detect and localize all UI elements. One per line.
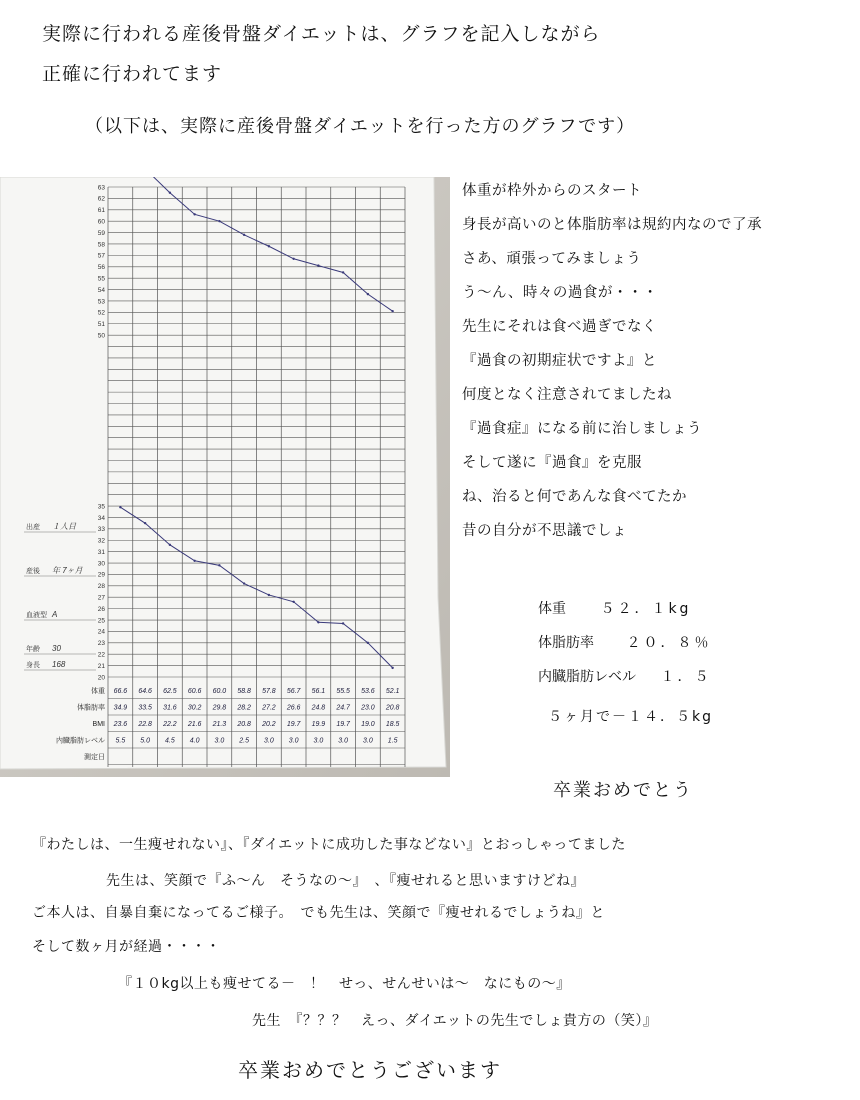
table-cell: 26.6 (286, 704, 301, 712)
series-point (218, 220, 220, 222)
series-point (169, 191, 171, 193)
y-tick-label: 27 (97, 594, 105, 602)
y-tick-label: 21 (97, 662, 105, 670)
y-tick-label: 63 (97, 184, 105, 192)
table-cell: 4.5 (165, 737, 175, 745)
series-point (342, 622, 344, 624)
profile-value: １人目 (52, 522, 76, 531)
y-tick-label: 60 (97, 218, 105, 226)
side-line: 昔の自分が不思議でしょ (462, 523, 627, 539)
profile-label: 出産 (26, 524, 40, 531)
series-point (119, 506, 121, 508)
final-stats (538, 598, 713, 740)
profile-label: 血液型 (26, 612, 47, 619)
y-tick-label: 20 (97, 674, 105, 682)
table-cell: 31.6 (163, 704, 177, 712)
table-cell: 3.0 (214, 737, 225, 745)
table-cell: 55.5 (336, 688, 350, 695)
profile-value: A (52, 610, 58, 619)
series-point (342, 271, 344, 273)
table-cell: 1.5 (387, 737, 398, 745)
y-tick-label: 24 (97, 628, 105, 636)
weight-stat (538, 598, 713, 632)
table-cell: 20.2 (262, 721, 276, 728)
series-point (193, 560, 195, 562)
y-tick-label: 59 (97, 229, 105, 237)
series-point (317, 264, 319, 266)
table-cell: 20.8 (385, 704, 400, 712)
table-cell: 66.6 (113, 688, 128, 695)
table-cell: 30.2 (187, 704, 202, 712)
table-cell: 21.3 (212, 721, 227, 728)
y-tick-label: 22 (97, 651, 105, 659)
side-line: 何度となく注意されてましたね (462, 387, 672, 403)
story-line-5: 『１０kg以上も痩せてる－ ！ せっ、せんせいは～ なにもの～』 (118, 976, 571, 992)
y-tick-label: 35 (97, 503, 105, 511)
series-point (268, 245, 270, 247)
graph-caption: （以下は、実際に産後骨盤ダイエットを行った方のグラフです） (85, 116, 636, 137)
profile-label: 年齢 (26, 646, 40, 653)
chart-sheet-photo (0, 177, 450, 777)
y-tick-label: 26 (97, 605, 105, 613)
table-cell: 19.7 (336, 721, 350, 728)
weight-value: ５２．１kg (600, 601, 692, 617)
table-row-label: 内臓脂肪レベル (56, 737, 105, 745)
table-cell: 52.1 (385, 688, 400, 695)
table-cell: 3.0 (363, 737, 373, 745)
y-tick-label: 30 (97, 560, 105, 568)
y-tick-label: 25 (97, 617, 105, 625)
table-cell: 57.8 (262, 688, 276, 695)
side-line: 先生にそれは食べ過ぎでなく (462, 319, 657, 335)
y-tick-label: 33 (97, 526, 105, 534)
y-tick-label: 32 (97, 537, 105, 545)
y-tick-label: 54 (97, 286, 105, 294)
table-cell: 29.8 (212, 704, 227, 712)
series-point (317, 621, 319, 623)
bodyfat-value: ２０．８％ (626, 635, 712, 651)
table-cell: 33.5 (138, 704, 152, 712)
story-line-4: そして数ヶ月が経過・・・・ (32, 939, 221, 955)
table-cell: 2.5 (239, 737, 249, 745)
series-point (218, 564, 220, 566)
y-tick-label: 53 (97, 298, 105, 306)
y-tick-label: 57 (97, 252, 105, 260)
table-cell: 24.8 (311, 704, 326, 712)
table-cell: 60.6 (187, 688, 202, 695)
table-cell: 23.0 (361, 704, 375, 712)
congrats-final: 卒業おめでとうございます (238, 1058, 502, 1082)
table-cell: 21.6 (187, 721, 202, 728)
table-cell: 19.9 (311, 721, 326, 728)
table-cell: 22.2 (163, 721, 177, 728)
visceral-value: １．５ (660, 669, 712, 685)
result-stat: ５ヶ月で－１４．５kg (548, 709, 713, 725)
table-cell: 3.0 (288, 737, 299, 745)
y-tick-label: 51 (97, 321, 105, 329)
side-line: 身長が高いのと体脂肪率は規約内なので了承 (462, 217, 762, 233)
bodyfat-stat (538, 632, 713, 666)
visceral-label: 内臓脂肪レベル (538, 669, 636, 685)
series-point (144, 522, 146, 524)
table-cell: 5.5 (115, 737, 126, 745)
y-tick-label: 28 (97, 583, 105, 591)
weight-label: 体重 (538, 601, 566, 617)
table-cell: 34.9 (113, 704, 128, 712)
side-line: 『過食症』になる前に治しましょう (462, 421, 702, 437)
table-cell: 64.6 (138, 688, 152, 695)
table-cell: 23.6 (113, 721, 128, 728)
table-cell: 58.8 (237, 688, 251, 695)
story-line-2: 先生は、笑顔で『ふ～ん そうなの～』 、『痩せれると思いますけどね』 (106, 873, 585, 889)
table-cell: 5.0 (140, 737, 150, 745)
story-line-3: ご本人は、自暴自棄になってるご様子。 でも先生は、笑顔で『痩せれるでしょうね』と (32, 905, 605, 921)
table-cell: 18.5 (385, 721, 400, 728)
table-cell: 27.2 (262, 704, 276, 712)
side-line: 『過食の初期症状ですよ』と (462, 353, 657, 369)
series-point (391, 310, 393, 312)
y-tick-label: 34 (97, 514, 105, 522)
table-row-label: 体重 (91, 688, 105, 695)
chart-sheet-svg (0, 177, 450, 777)
table-cell: 19.7 (286, 721, 301, 728)
profile-value: 168 (52, 660, 66, 669)
series-point (391, 667, 393, 669)
side-line: さあ、頑張ってみましょう (462, 251, 642, 267)
table-cell: 62.5 (163, 688, 177, 695)
side-line: ね、治ると何であんな食べてたか (462, 489, 687, 505)
story-line-1: 『わたしは、一生痩せれない』、『ダイエットに成功した事などない』とおっしゃってました (32, 837, 626, 853)
side-line: 体重が枠外からのスタート (462, 183, 642, 199)
series-point (243, 582, 245, 584)
y-tick-label: 55 (97, 275, 105, 283)
y-tick-label: 58 (97, 241, 105, 249)
series-point (243, 234, 245, 236)
table-cell: 56.7 (286, 688, 301, 695)
series-point (367, 293, 369, 295)
table-cell: 3.0 (313, 737, 324, 745)
table-cell: 56.1 (311, 688, 326, 695)
heading-line-2: 正確に行われてます (42, 63, 223, 85)
table-row-label: 体脂肪率 (77, 704, 105, 712)
side-line: そして遂に『過食』を克服 (462, 455, 642, 471)
bodyfat-label: 体脂肪率 (538, 635, 594, 651)
side-commentary (462, 182, 852, 556)
visceral-stat (538, 666, 713, 700)
profile-value: 年 7ヶ月 (52, 566, 83, 575)
table-cell: 24.7 (336, 704, 350, 712)
series-point (292, 601, 294, 603)
y-tick-label: 52 (97, 309, 105, 317)
profile-label: 産後 (26, 568, 40, 575)
table-cell: 20.8 (237, 721, 251, 728)
table-cell: 4.0 (189, 737, 200, 745)
series-point (193, 213, 195, 215)
story-line-6: 先生 『？？？ えっ、ダイエットの先生でしょ貴方の（笑）』 (252, 1013, 658, 1029)
series-point (169, 544, 171, 546)
y-tick-label: 50 (97, 332, 105, 340)
table-row-label: BMI (92, 721, 105, 728)
y-tick-label: 29 (97, 571, 105, 579)
y-tick-label: 31 (97, 548, 105, 556)
table-cell: 3.0 (338, 737, 348, 745)
table-cell: 22.8 (138, 721, 152, 728)
side-line: う～ん、時々の過食が・・・ (462, 285, 658, 301)
table-row-label: 測定日 (84, 754, 105, 761)
profile-label: 身長 (26, 662, 40, 669)
series-point (292, 258, 294, 260)
congrats-short: 卒業おめでとう (553, 780, 693, 801)
y-tick-label: 62 (97, 195, 105, 203)
y-tick-label: 56 (97, 264, 105, 272)
profile-value: 30 (52, 644, 61, 653)
table-cell: 3.0 (264, 737, 274, 745)
table-cell: 19.0 (361, 721, 375, 728)
table-cell: 53.6 (361, 688, 375, 695)
y-tick-label: 61 (97, 207, 105, 215)
heading-line-1: 実際に行われる産後骨盤ダイエットは、グラフを記入しながら (42, 23, 601, 45)
table-cell: 60.0 (212, 688, 227, 695)
table-cell: 28.2 (237, 704, 251, 712)
y-tick-label: 23 (97, 640, 105, 648)
series-point (268, 594, 270, 596)
series-point (367, 642, 369, 644)
